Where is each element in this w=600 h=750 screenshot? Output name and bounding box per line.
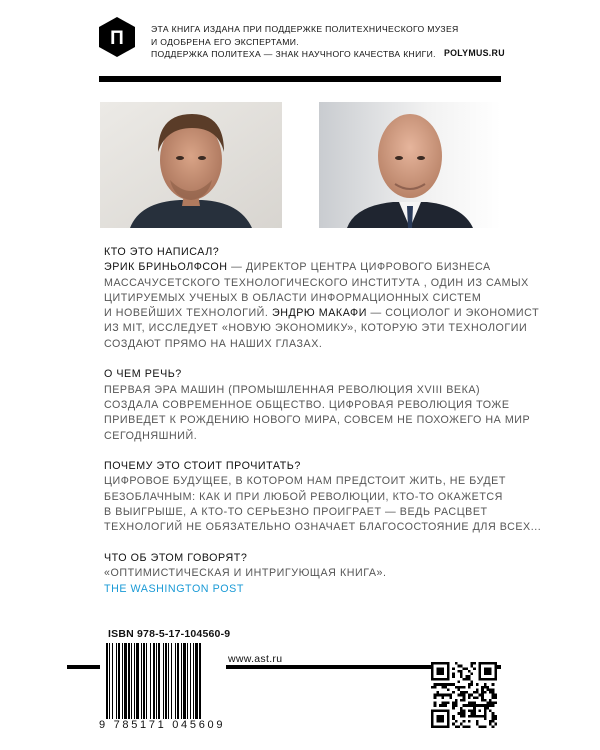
publisher-website[interactable]: www.ast.ru [228,653,283,665]
review-quote: «ОПТИМИСТИЧЕСКАЯ И ИНТРИГУЮЩАЯ КНИГА». [104,567,387,580]
polymus-link[interactable]: POLYMUS.RU [444,48,505,58]
isbn-barcode [106,643,232,719]
question-reviews: ЧТО ОБ ЭТОМ ГОВОРЯТ? [104,551,248,564]
author-line [104,306,540,321]
review-source: THE WASHINGTON POST [104,582,244,595]
why-line: В ВЫИГРЫШЕ, А КТО-ТО СЕРЬЕЗНО ПРОИГРАЕТ — ВЕДЬ РАСЦВЕТ [104,506,488,519]
why-line: ЦИФРОВОЕ БУДУЩЕЕ, В КОТОРОМ НАМ ПРЕДСТОИТ ЖИТЬ, НЕ БУДЕТ [104,475,506,488]
top-rule [99,76,501,82]
header-notice [151,23,459,61]
author-text: — ДИРЕКТОР ЦЕНТРА ЦИФРОВОГО БИЗНЕСА [227,261,491,274]
about-line: СОЗДАЛА СОВРЕМЕННОЕ ОБЩЕСТВО. ЦИФРОВАЯ РЕВОЛЮЦИЯ ТОЖЕ [104,398,510,411]
author-line: ИЗ MIT, ИССЛЕДУЕТ «НОВУЮ ЭКОНОМИКУ», КОТОРУЮ ЭТИ ТЕХНОЛОГИИ [104,322,528,335]
author-line: СОЗДАЮТ ПРЯМО НА НАШИХ ГЛАЗАХ. [104,337,323,350]
author-line [104,260,504,275]
author-text: — СОЦИОЛОГ И ЭКОНОМИСТ [366,307,540,320]
author-text: И НОВЕЙШИХ ТЕХНОЛОГИЙ. [104,307,272,320]
polytech-logo [99,17,135,57]
header-line: ПОДДЕРЖКА ПОЛИТЕХА — ЗНАК НАУЧНОГО КАЧЕСТВА КНИГИ. [151,49,436,59]
bottom-rule-left [67,665,100,669]
isbn-label: ISBN 978-5-17-104560-9 [108,628,231,640]
header-line: И ОДОБРЕНА ЕГО ЭКСПЕРТАМИ. [151,36,300,47]
header-line: ЭТА КНИГА ИЗДАНА ПРИ ПОДДЕРЖКЕ ПОЛИТЕХНИЧЕСКОГО МУЗЕЯ [151,24,459,34]
author-line: ЦИТИРУЕМЫХ УЧЕНЫХ В ОБЛАСТИ ИНФОРМАЦИОННЫХ СИСТЕМ [104,291,482,304]
author-name-brynjolfsson: ЭРИК БРИНЬОЛФСОН [104,261,228,274]
author-photo-brynjolfsson [100,102,282,228]
about-line: СЕГОДНЯШНИЙ. [104,429,198,442]
qr-code[interactable] [431,662,497,728]
blurb [104,245,542,597]
logo-letter: П [110,28,124,49]
why-line: БЕЗОБЛАЧНЫМ: КАК И ПРИ ЛЮБОЙ РЕВОЛЮЦИИ, КТО-ТО ОКАЖЕТСЯ [104,490,503,503]
author-name-mcafee: ЭНДРЮ МАКАФИ [271,307,367,320]
about-line: ПЕРВАЯ ЭРА МАШИН (ПРОМЫШЛЕННАЯ РЕВОЛЮЦИЯ XVIII ВЕКА) [104,383,481,396]
author-line: МАССАЧУСЕТСКОГО ТЕХНОЛОГИЧЕСКОГО ИНСТИТУТА , ОДИН ИЗ САМЫХ [104,276,529,289]
about-line: ПРИВЕДЕТ К РОЖДЕНИЮ НОВОГО МИРА, СОВСЕМ НЕ ПОХОЖЕГО НА МИР [104,414,531,427]
barcode-digits: 9 785171 045609 [99,719,226,731]
question-author: КТО ЭТО НАПИСАЛ? [104,246,220,258]
question-about: О ЧЕМ РЕЧЬ? [104,368,182,381]
author-photo-mcafee [319,102,501,228]
why-line: ТЕХНОЛОГИЙ НЕ ОБЯЗАТЕЛЬНО ОЗНАЧАЕТ БЛАГОСОСТОЯНИЕ ДЛЯ ВСЕХ... [104,521,542,534]
question-why: ПОЧЕМУ ЭТО СТОИТ ПРОЧИТАТЬ? [104,460,301,473]
